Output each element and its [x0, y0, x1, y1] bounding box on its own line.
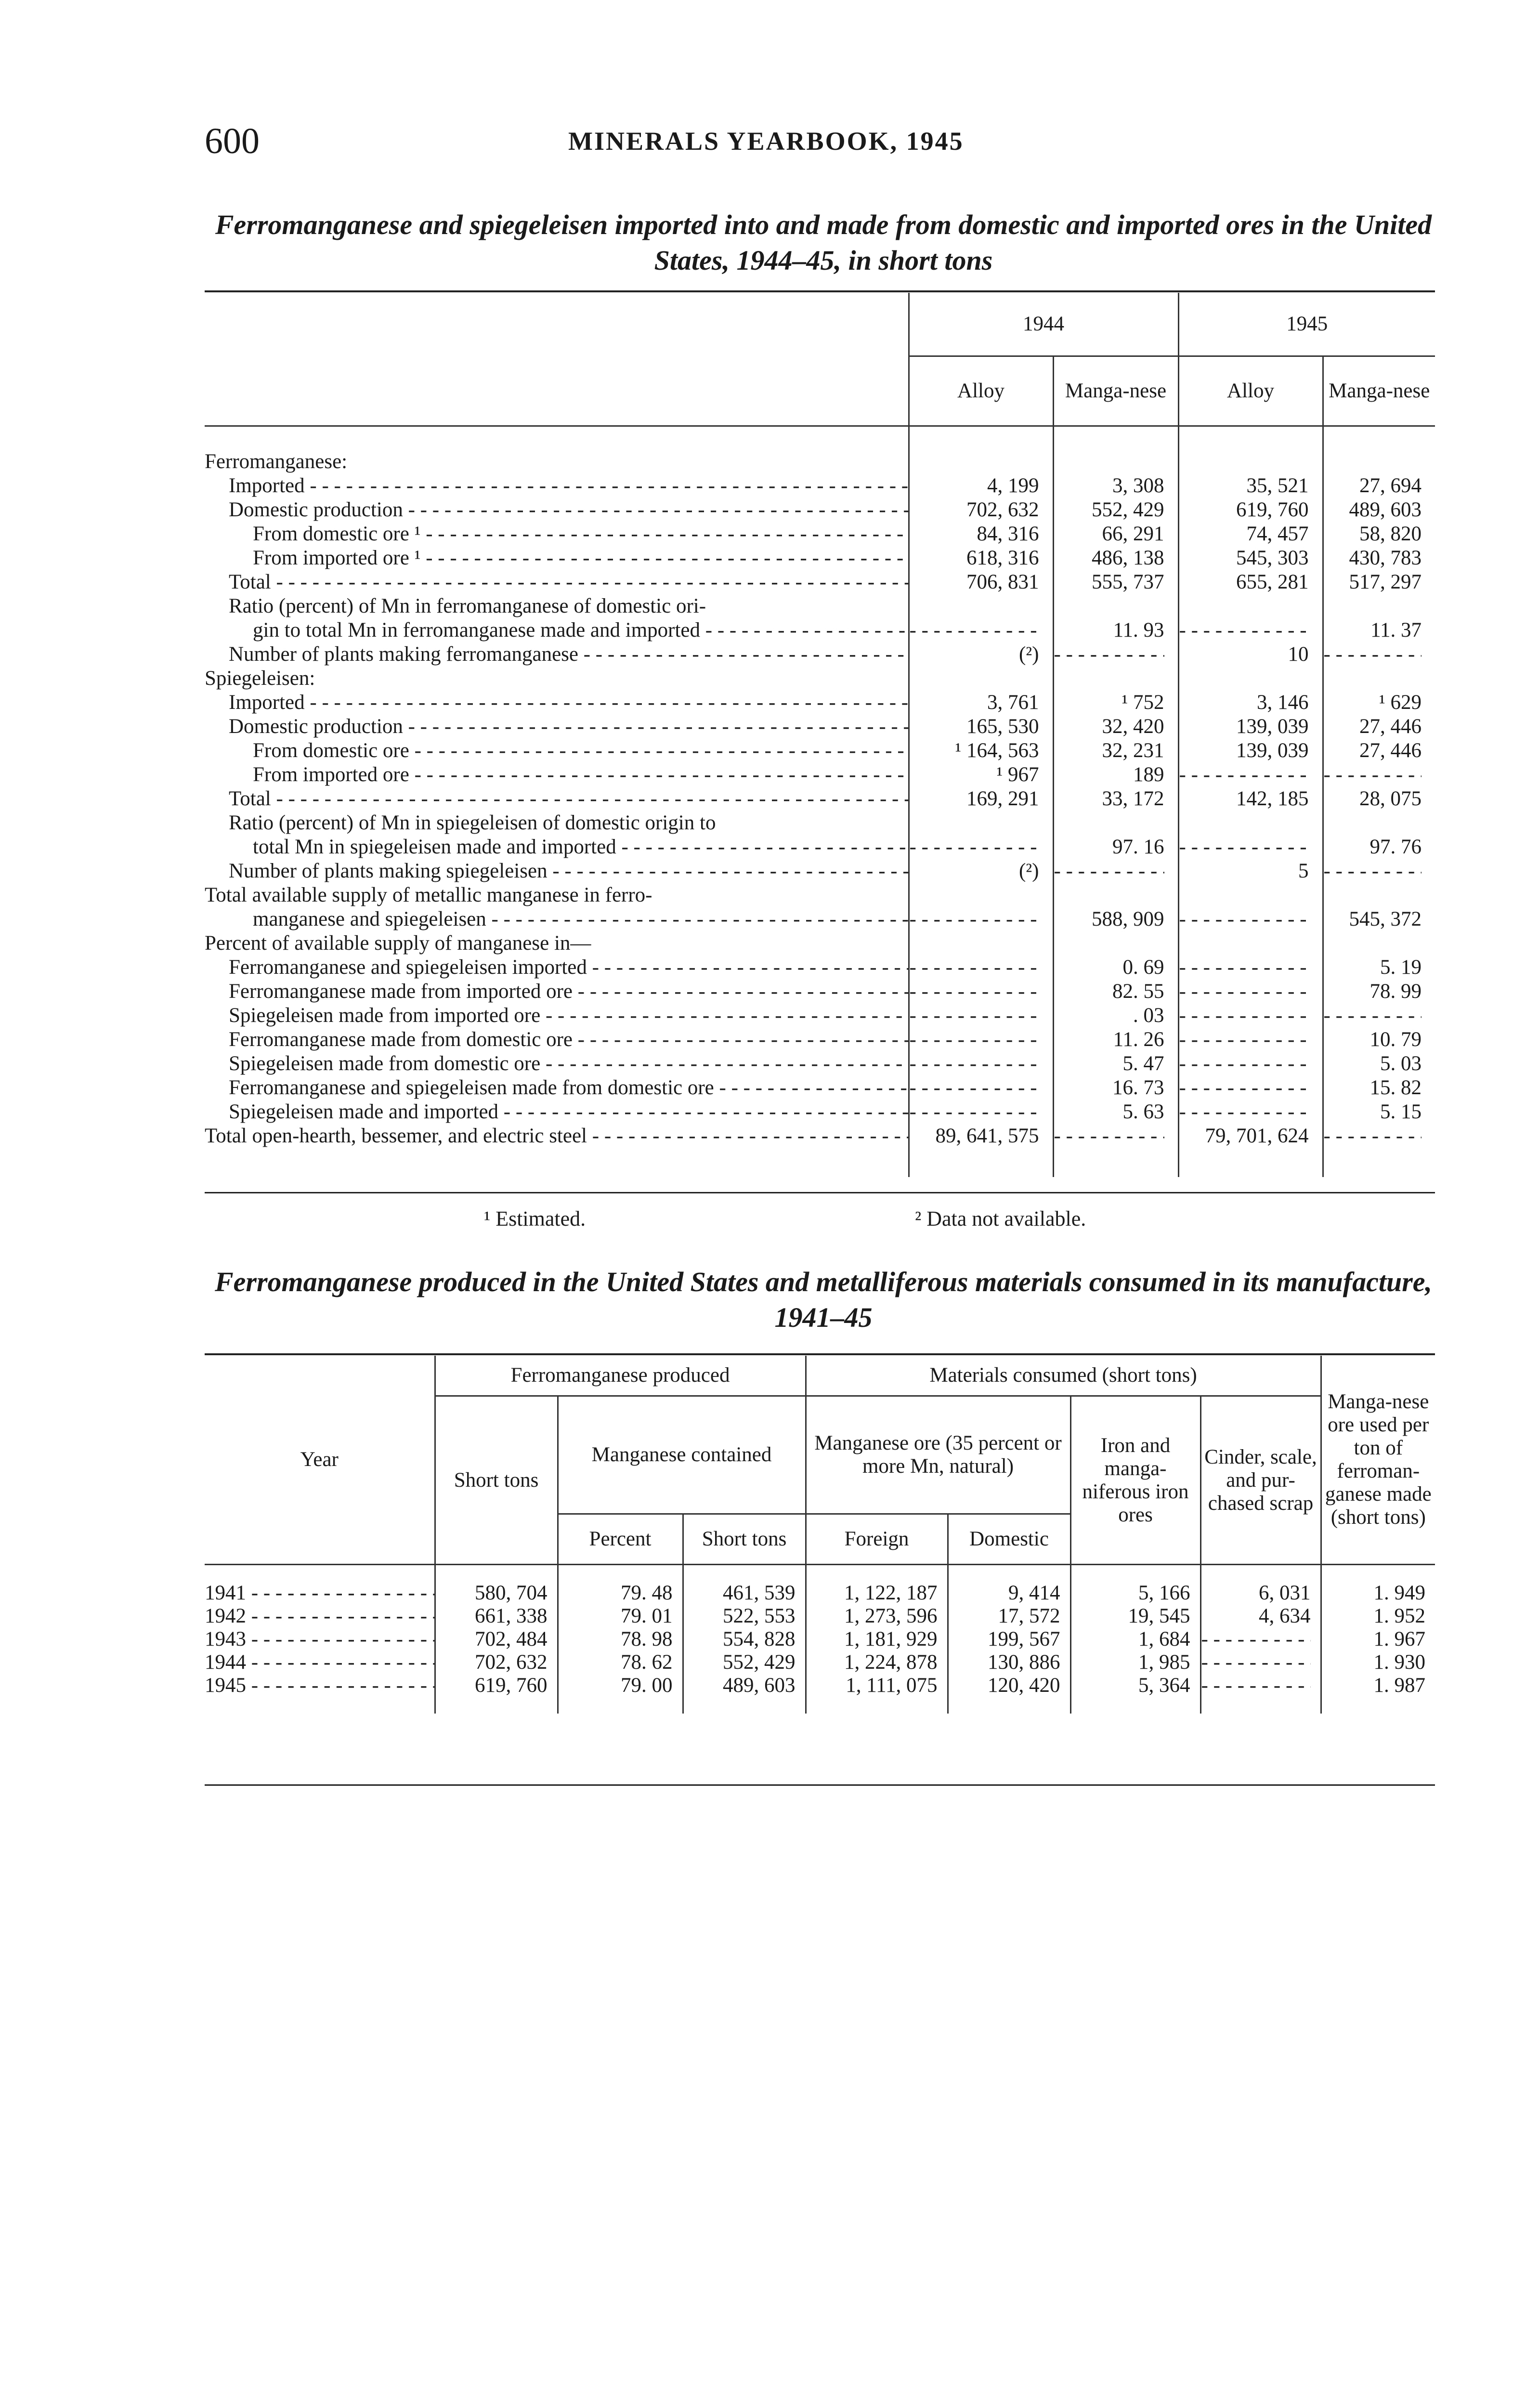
table-cell: 706, 831	[909, 570, 1053, 594]
table-cell	[1178, 1076, 1323, 1100]
table-cell: 97. 76	[1323, 835, 1435, 859]
table1-caption: Ferromanganese and spiegeleisen imported into and made from domestic and imported ores in the United States, 1944–45, in short tons	[215, 209, 1432, 276]
table-cell: 1. 967	[1321, 1628, 1435, 1651]
table-cell: 1, 111, 075	[806, 1674, 948, 1697]
row-label: Spiegeleisen made from imported ore	[229, 1004, 541, 1027]
table-cell	[1053, 450, 1178, 474]
table-cell: 5. 19	[1323, 955, 1435, 980]
row-label: Ratio (percent) of Mn in spiegeleisen of domestic origin to	[229, 811, 716, 834]
table-cell	[1053, 642, 1178, 667]
table-cell	[1178, 1100, 1323, 1124]
table-row	[205, 474, 1435, 498]
table2-bottom-rule	[205, 1784, 1435, 1786]
table-cell	[1178, 835, 1323, 859]
table-cell	[1178, 667, 1323, 691]
table-cell	[1053, 811, 1178, 835]
table-cell: 32, 231	[1053, 739, 1178, 763]
table-cell	[909, 811, 1053, 835]
table-cell	[1178, 811, 1323, 835]
table-cell: 66, 291	[1053, 522, 1178, 546]
table2-cinder-head: Cinder, scale, and pur-chased scrap	[1200, 1396, 1321, 1565]
table-cell	[909, 955, 1053, 980]
table-cell	[909, 1004, 1053, 1028]
table2-short-tons-head: Short tons	[435, 1396, 558, 1565]
table-cell: 28, 075	[1323, 787, 1435, 811]
table-cell	[1053, 883, 1178, 907]
table-cell: 3, 761	[909, 691, 1053, 715]
table-cell	[1178, 763, 1323, 787]
table-cell	[909, 667, 1053, 691]
table-row	[205, 931, 1435, 955]
table2-top-rule	[205, 1353, 1435, 1355]
table-cell: 19, 545	[1070, 1605, 1200, 1628]
table-cell: 27, 694	[1323, 474, 1435, 498]
table-cell: 74, 457	[1178, 522, 1323, 546]
table-cell: 17, 572	[948, 1605, 1070, 1628]
table-cell: 32, 420	[1053, 715, 1178, 739]
table-cell: 545, 303	[1178, 546, 1323, 570]
table-cell	[1178, 931, 1323, 955]
table-cell: 4, 634	[1200, 1605, 1321, 1628]
table-cell: 78. 62	[558, 1651, 683, 1674]
table-cell: 486, 138	[1053, 546, 1178, 570]
table2-iron-head: Iron and manga-niferous iron ores	[1070, 1396, 1200, 1565]
table-row	[205, 1628, 1435, 1651]
table-cell: 27, 446	[1323, 715, 1435, 739]
table-cell	[1323, 859, 1435, 883]
table-cell	[1053, 667, 1178, 691]
table1-year-1945: 1945	[1178, 293, 1435, 356]
table-cell: 5, 364	[1070, 1674, 1200, 1697]
row-label: From imported ore ¹	[253, 547, 421, 569]
table-row	[205, 787, 1435, 811]
table-cell: 619, 760	[1178, 498, 1323, 522]
table-cell: 11. 93	[1053, 618, 1178, 642]
table-row	[205, 1100, 1435, 1124]
table-cell: 35, 521	[1178, 474, 1323, 498]
table-cell: 702, 632	[909, 498, 1053, 522]
table-cell: 78. 98	[558, 1628, 683, 1651]
row-label: Ferromanganese:	[205, 450, 348, 473]
table2	[205, 1356, 1435, 1714]
row-year: 1945	[205, 1674, 246, 1697]
table2-domestic-head: Domestic	[948, 1514, 1070, 1565]
table-cell: 5. 03	[1323, 1052, 1435, 1076]
table-cell: 11. 26	[1053, 1028, 1178, 1052]
table-cell: 5	[1178, 859, 1323, 883]
row-label: gin to total Mn in ferromanganese made and imported	[253, 619, 701, 641]
row-label: Ferromanganese and spiegeleisen made from domestic ore	[229, 1076, 714, 1099]
row-year: 1943	[205, 1628, 246, 1650]
table-cell: 619, 760	[435, 1674, 558, 1697]
table-cell: 489, 603	[1323, 498, 1435, 522]
row-label: Number of plants making spiegeleisen	[229, 860, 548, 882]
table1-year-1944: 1944	[909, 293, 1178, 356]
table-cell: 555, 737	[1053, 570, 1178, 594]
table-cell	[1323, 931, 1435, 955]
table1-col-manganese-1944: Manga-nese	[1053, 356, 1178, 426]
table-cell: 142, 185	[1178, 787, 1323, 811]
table-row	[205, 907, 1435, 931]
table-cell: 78. 99	[1323, 980, 1435, 1004]
row-label: Domestic production	[229, 715, 403, 738]
table-cell: 10	[1178, 642, 1323, 667]
row-label: Imported	[229, 691, 305, 714]
table-cell: 189	[1053, 763, 1178, 787]
table-cell	[1053, 931, 1178, 955]
table-row	[205, 546, 1435, 570]
table-cell	[909, 618, 1053, 642]
table-cell: 655, 281	[1178, 570, 1323, 594]
table-cell	[1178, 955, 1323, 980]
table-cell	[1053, 594, 1178, 618]
table-cell: 3, 308	[1053, 474, 1178, 498]
row-year: 1944	[205, 1651, 246, 1674]
table-cell: 9, 414	[948, 1582, 1070, 1605]
table-cell: 1, 181, 929	[806, 1628, 948, 1651]
table-cell	[909, 980, 1053, 1004]
table-row	[205, 1076, 1435, 1100]
table-cell	[1053, 1124, 1178, 1148]
table-cell: 702, 484	[435, 1628, 558, 1651]
table-cell	[1178, 594, 1323, 618]
table-cell: 15. 82	[1323, 1076, 1435, 1100]
table-row	[205, 835, 1435, 859]
table-cell: 1, 684	[1070, 1628, 1200, 1651]
table-cell	[1323, 811, 1435, 835]
row-label: Domestic production	[229, 498, 403, 521]
row-label: Total available supply of metallic manganese in ferro-	[205, 884, 652, 906]
table-cell: 588, 909	[1053, 907, 1178, 931]
row-year: 1941	[205, 1582, 246, 1604]
table-cell: 130, 886	[948, 1651, 1070, 1674]
table-cell: 1, 273, 596	[806, 1605, 948, 1628]
table-cell: 120, 420	[948, 1674, 1070, 1697]
table1-col-manganese-1945: Manga-nese	[1323, 356, 1435, 426]
table1-col-alloy-1945: Alloy	[1178, 356, 1323, 426]
table2-foreign-head: Foreign	[806, 1514, 948, 1565]
row-year: 1942	[205, 1605, 246, 1627]
table-cell: 11. 37	[1323, 618, 1435, 642]
table1	[205, 293, 1435, 1177]
table-row	[205, 980, 1435, 1004]
table-cell: 82. 55	[1053, 980, 1178, 1004]
table1-stub-head	[205, 293, 909, 426]
table-cell: . 03	[1053, 1004, 1178, 1028]
table-cell	[1178, 1052, 1323, 1076]
footnote-estimated: ¹ Estimated.	[484, 1207, 586, 1230]
table-cell	[909, 835, 1053, 859]
table-cell: ¹ 967	[909, 763, 1053, 787]
table-cell	[1178, 450, 1323, 474]
table-row	[205, 1605, 1435, 1628]
table-cell	[1323, 642, 1435, 667]
table-row	[205, 763, 1435, 787]
table-cell: 79. 48	[558, 1582, 683, 1605]
table-cell: 522, 553	[683, 1605, 806, 1628]
table-row	[205, 1052, 1435, 1076]
table-cell	[909, 1028, 1053, 1052]
table-cell: 702, 632	[435, 1651, 558, 1674]
table-cell: 618, 316	[909, 546, 1053, 570]
table-cell	[909, 907, 1053, 931]
table-cell: 79. 00	[558, 1674, 683, 1697]
row-label: Imported	[229, 474, 305, 497]
table-cell: 199, 567	[948, 1628, 1070, 1651]
table-cell	[1323, 1004, 1435, 1028]
table-cell: 580, 704	[435, 1582, 558, 1605]
table2-mn-short-tons-head: Short tons	[683, 1514, 806, 1565]
table-row	[205, 522, 1435, 546]
row-label: Total	[229, 571, 271, 593]
table-cell: 461, 539	[683, 1582, 806, 1605]
table-cell	[1178, 980, 1323, 1004]
table-row	[205, 570, 1435, 594]
table-cell: 10. 79	[1323, 1028, 1435, 1052]
row-label: manganese and spiegeleisen	[253, 908, 486, 930]
table-row	[205, 1124, 1435, 1148]
row-label: Total open-hearth, bessemer, and electric steel	[205, 1125, 587, 1147]
table2-ore-used-head: Manga-nese ore used per ton of ferroman-ganese made (short tons)	[1321, 1356, 1435, 1565]
table-cell	[1323, 763, 1435, 787]
table-cell: 6, 031	[1200, 1582, 1321, 1605]
table2-mn-ore-head: Manganese ore (35 percent or more Mn, natural)	[806, 1396, 1070, 1514]
running-header: MINERALS YEARBOOK, 1945	[568, 127, 964, 156]
table-cell	[1178, 883, 1323, 907]
table-cell	[909, 931, 1053, 955]
table1-col-alloy-1944: Alloy	[909, 356, 1053, 426]
row-label: From domestic ore	[253, 739, 409, 762]
table-cell: 33, 172	[1053, 787, 1178, 811]
table-cell: 1. 987	[1321, 1674, 1435, 1697]
table-cell: 5, 166	[1070, 1582, 1200, 1605]
table-cell: 552, 429	[1053, 498, 1178, 522]
table-cell: 169, 291	[909, 787, 1053, 811]
table-cell	[1323, 594, 1435, 618]
footnote-not-available: ² Data not available.	[915, 1207, 1086, 1230]
table-cell	[1323, 1124, 1435, 1148]
table-cell: 1, 122, 187	[806, 1582, 948, 1605]
table1-top-rule	[205, 290, 1435, 292]
table-cell	[1178, 618, 1323, 642]
table-cell	[1200, 1628, 1321, 1651]
table-cell: ¹ 629	[1323, 691, 1435, 715]
table-cell: 430, 783	[1323, 546, 1435, 570]
table2-materials-head: Materials consumed (short tons)	[806, 1356, 1321, 1396]
table2-caption: Ferromanganese produced in the United States and metalliferous materials consumed in its manufacture, 1941–45	[214, 1266, 1433, 1333]
table-row	[205, 450, 1435, 474]
table-cell	[1200, 1651, 1321, 1674]
table-cell: 84, 316	[909, 522, 1053, 546]
row-label: Ratio (percent) of Mn in ferromanganese of domestic ori-	[229, 595, 706, 617]
table2-year-head: Year	[205, 1356, 435, 1565]
table-cell: 139, 039	[1178, 739, 1323, 763]
table-cell: ¹ 164, 563	[909, 739, 1053, 763]
table-cell	[909, 1052, 1053, 1076]
table-cell: 661, 338	[435, 1605, 558, 1628]
table-cell: 5. 15	[1323, 1100, 1435, 1124]
table-row	[205, 859, 1435, 883]
table-cell	[1178, 1028, 1323, 1052]
table-row	[205, 1674, 1435, 1697]
table-cell	[1323, 667, 1435, 691]
table-cell: 517, 297	[1323, 570, 1435, 594]
table-cell	[1323, 450, 1435, 474]
row-label: From imported ore	[253, 763, 409, 786]
table-cell: 1. 949	[1321, 1582, 1435, 1605]
table-cell: 58, 820	[1323, 522, 1435, 546]
table-cell: 1. 952	[1321, 1605, 1435, 1628]
row-label: Ferromanganese made from imported ore	[229, 980, 573, 1003]
table-row	[205, 618, 1435, 642]
table-row	[205, 667, 1435, 691]
table2-percent-head: Percent	[558, 1514, 683, 1565]
table-cell: 5. 47	[1053, 1052, 1178, 1076]
page-number: 600	[205, 121, 260, 161]
table-cell: 89, 641, 575	[909, 1124, 1053, 1148]
table1-bottom-rule	[205, 1192, 1435, 1193]
row-label: Ferromanganese and spiegeleisen imported	[229, 956, 587, 979]
row-label: Spiegeleisen made from domestic ore	[229, 1052, 541, 1075]
table-cell	[1323, 883, 1435, 907]
table-row	[205, 642, 1435, 667]
table-row	[205, 883, 1435, 907]
table-row	[205, 739, 1435, 763]
table-cell: 489, 603	[683, 1674, 806, 1697]
table-cell: 27, 446	[1323, 739, 1435, 763]
table-cell: 3, 146	[1178, 691, 1323, 715]
row-label: Ferromanganese made from domestic ore	[229, 1028, 573, 1051]
table-cell	[1200, 1674, 1321, 1697]
table-cell: 1, 985	[1070, 1651, 1200, 1674]
table-cell: 552, 429	[683, 1651, 806, 1674]
table-cell	[909, 594, 1053, 618]
table-row	[205, 1004, 1435, 1028]
row-label: Spiegeleisen:	[205, 667, 315, 690]
row-label: Total	[229, 787, 271, 810]
row-label: total Mn in spiegeleisen made and imported	[253, 836, 616, 858]
table-row	[205, 594, 1435, 618]
table2-mn-contained-head: Manganese contained	[558, 1396, 806, 1514]
table-row	[205, 1028, 1435, 1052]
table-cell	[909, 1076, 1053, 1100]
table-cell: 5. 63	[1053, 1100, 1178, 1124]
table-row	[205, 691, 1435, 715]
table-row	[205, 955, 1435, 980]
row-label: Number of plants making ferromanganese	[229, 643, 578, 666]
table-cell: (²)	[909, 859, 1053, 883]
table-cell: 79. 01	[558, 1605, 683, 1628]
table-cell: 1, 224, 878	[806, 1651, 948, 1674]
table-cell: 554, 828	[683, 1628, 806, 1651]
table-row	[205, 811, 1435, 835]
table-cell: 545, 372	[1323, 907, 1435, 931]
table-cell: 0. 69	[1053, 955, 1178, 980]
table-row	[205, 1651, 1435, 1674]
table-cell: ¹ 752	[1053, 691, 1178, 715]
table-row	[205, 498, 1435, 522]
table-cell: 1. 930	[1321, 1651, 1435, 1674]
table-cell	[1178, 1004, 1323, 1028]
table-cell: 4, 199	[909, 474, 1053, 498]
table2-ferro-produced-head: Ferromanganese produced	[435, 1356, 806, 1396]
table-cell: 79, 701, 624	[1178, 1124, 1323, 1148]
table-cell: (²)	[909, 642, 1053, 667]
row-label: Spiegeleisen made and imported	[229, 1100, 499, 1123]
table-cell: 139, 039	[1178, 715, 1323, 739]
table-cell	[909, 450, 1053, 474]
table-cell	[1178, 907, 1323, 931]
table-cell: 165, 530	[909, 715, 1053, 739]
table-row	[205, 1582, 1435, 1605]
row-label: Percent of available supply of manganese in—	[205, 932, 591, 955]
table-cell: 97. 16	[1053, 835, 1178, 859]
row-label: From domestic ore ¹	[253, 523, 421, 545]
table-cell	[909, 883, 1053, 907]
table-cell	[909, 1100, 1053, 1124]
table-row	[205, 715, 1435, 739]
table-cell	[1053, 859, 1178, 883]
table-cell: 16. 73	[1053, 1076, 1178, 1100]
